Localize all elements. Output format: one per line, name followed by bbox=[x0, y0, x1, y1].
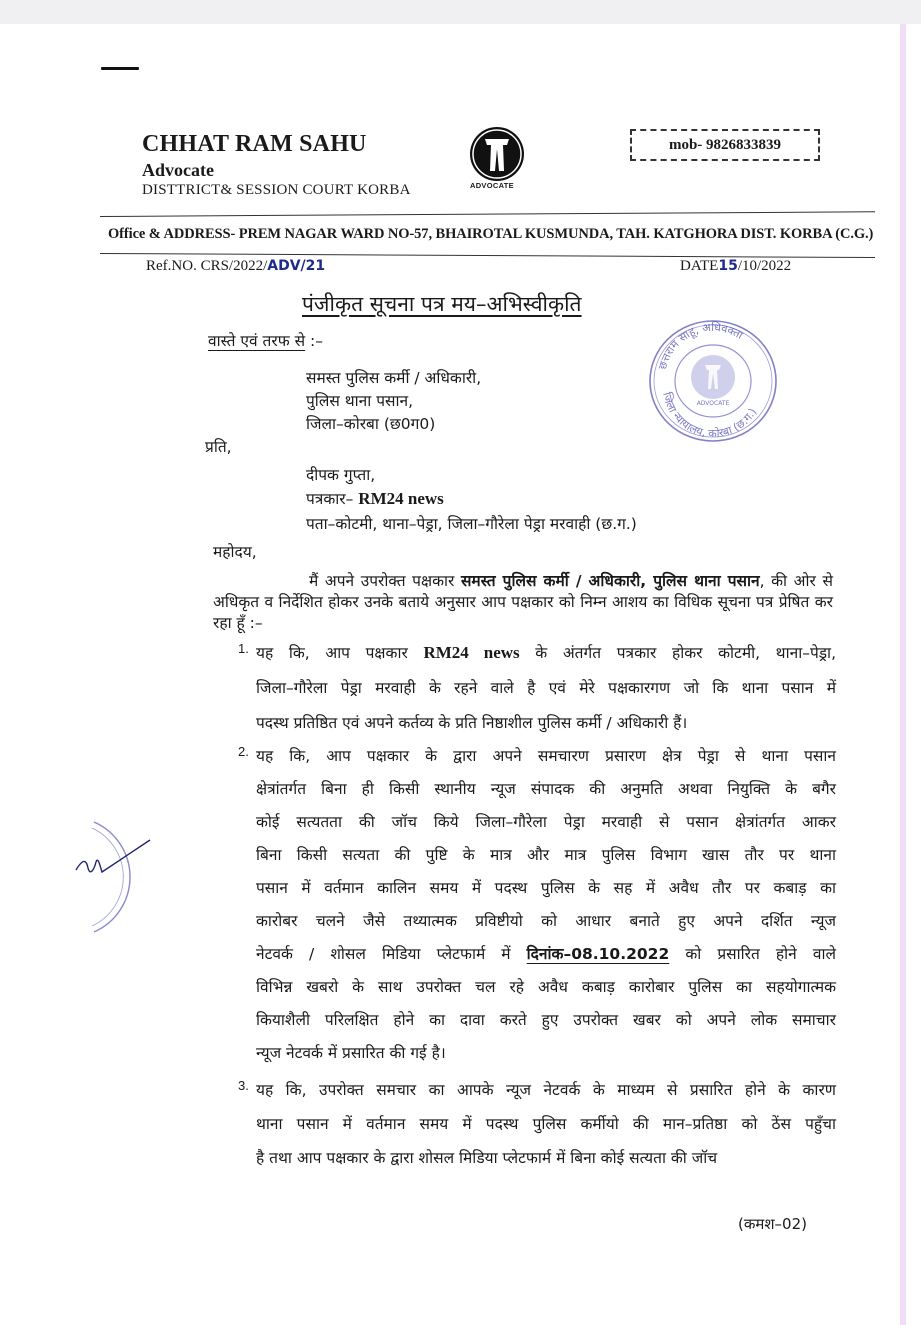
item-line bbox=[256, 641, 836, 663]
to-role-org: RM24 news bbox=[358, 489, 444, 508]
broadcast-date: दिनांक–08.10.2022 bbox=[526, 945, 670, 963]
from-line-2: पुलिस थाना पसान, bbox=[306, 392, 414, 410]
from-line-3: जिला–कोरबा (छ0ग0) bbox=[306, 415, 436, 433]
mobile-number: mob- 9826833839 bbox=[630, 129, 820, 161]
pen-mark bbox=[101, 67, 139, 70]
intro-part-2: , की ओर से अधिकृत व निर्देशित होकर उनके बताये अनुसार आप पक्षकार को निम्न आशय का विधिक सूचना पत्र प्रेषित कर रहा हूँ :– bbox=[213, 572, 833, 632]
line-text: के अंतर्गत पत्रकार होकर कोटमी, थाना–पेड्रा, bbox=[519, 644, 836, 662]
item-line: यह कि, आप पक्षकार के द्वारा अपने समचारण प्रसारण क्षेत्र पेड्रा से थाना पसान bbox=[256, 747, 836, 765]
header-rule-top bbox=[100, 211, 875, 217]
ref-prefix: Ref.NO. CRS/2022/ bbox=[146, 258, 268, 274]
from-label-text: वास्ते एवं तरफ से bbox=[208, 332, 306, 350]
date-suffix: /10/2022 bbox=[737, 258, 792, 274]
advocate-logo-icon bbox=[468, 125, 526, 187]
item-line: विभिन्न खबरो के साथ उपरोक्त चल रहे अवैध कबाड़ कारोबार पुलिस का सहयोगात्मक bbox=[256, 978, 836, 996]
stamp-text-top: छत्तराम साहू, अधिवक्ता bbox=[656, 320, 746, 371]
item-line: है तथा आप पक्षकार के द्वारा शोसल मिडिया प्लेटफार्म में बिना कोई सत्यता की जॉच bbox=[256, 1149, 718, 1167]
item-line: क्षेत्रांतर्गत बिना ही किसी स्थानीय न्यूज संपादक की अनुमति अथवा नियुक्ति के बगैर bbox=[256, 780, 836, 798]
letter-title: पंजीकृत सूचना पत्र मय–अभिस्वीकृति bbox=[302, 292, 582, 316]
from-label-suffix: :– bbox=[305, 332, 323, 350]
advocate-seal-stamp bbox=[643, 317, 783, 447]
item-line: बिना किसी सत्यता की पुष्टि के मात्र और मात्र पुलिस विभाग खास तौर पर थाना bbox=[256, 846, 836, 864]
item-line: कियाशैली परिलक्षित होने का दावा करते हुए उपरोक्त खबर को अपने लोक समाचार bbox=[256, 1011, 836, 1029]
continued-marker: (कमश–02) bbox=[738, 1215, 807, 1233]
item-number: 3. bbox=[238, 1078, 249, 1093]
item-line: न्यूज नेटवर्क में प्रसारित की गई है। bbox=[256, 1044, 446, 1062]
to-name: दीपक गुप्ता, bbox=[306, 466, 376, 484]
item-line: यह कि, उपरोक्त समचार का आपके न्यूज नेटवर्क के माध्यम से प्रसारित होने के कारण bbox=[256, 1081, 836, 1099]
item-number: 2. bbox=[238, 744, 249, 759]
margin-signature-stamp bbox=[72, 810, 152, 940]
ref-handwritten: ADV/21 bbox=[267, 258, 326, 274]
from-label bbox=[208, 329, 323, 351]
court-name: DISTTRICT& SESSION COURT KORBA bbox=[142, 182, 411, 198]
from-line-1: समस्त पुलिस कर्मी / अधिकारी, bbox=[306, 369, 482, 387]
stamp-text-bottom: जिला न्यायालय, कोरबा (छ.ग.) bbox=[660, 390, 760, 441]
line-org: RM24 news bbox=[423, 643, 520, 662]
office-address: Office & ADDRESS- PREM NAGAR WARD NO-57, BHAIROTAL KUSMUNDA, TAH. KATGHORA DIST. KORBA (C.G.) bbox=[108, 226, 874, 242]
item-number: 1. bbox=[238, 641, 249, 656]
to-label: प्रति, bbox=[205, 438, 232, 456]
salutation: महोदय, bbox=[213, 543, 257, 561]
page-edge-strip bbox=[900, 24, 906, 1325]
item-line: कारोबर चलने जैसे तथ्यात्मक प्रविष्टीयो को आधार बनाते हुए अपने दर्शित न्यूज bbox=[256, 912, 836, 930]
stamp-caption: ADVOCATE bbox=[696, 400, 730, 407]
reference-number bbox=[146, 258, 325, 275]
intro-part-1: मैं अपने उपरोक्त पक्षकार bbox=[309, 572, 461, 590]
letter-date bbox=[680, 258, 791, 275]
intro-client: समस्त पुलिस कर्मी / अधिकारी, पुलिस थाना पसान bbox=[460, 572, 760, 590]
item-line: पदस्थ प्रतिष्ठित एवं अपने कर्तव्य के प्रति निष्ठाशील पुलिस कर्मी / अधिकारी हैं। bbox=[256, 714, 688, 732]
to-role-prefix: पत्रकार– bbox=[306, 490, 359, 508]
line-text: नेटवर्क / शोसल मिडिया प्लेटफार्म में bbox=[256, 945, 527, 963]
to-address: पता–कोटमी, थाना–पेड्रा, जिला–गौरेला पेड्रा मरवाही (छ.ग.) bbox=[306, 515, 637, 533]
date-prefix: DATE bbox=[680, 258, 719, 274]
advocate-role: Advocate bbox=[142, 160, 214, 180]
logo-caption: ADVOCATE bbox=[470, 181, 514, 190]
intro-paragraph bbox=[213, 571, 833, 634]
viewer-top-bar bbox=[0, 0, 921, 24]
item-line: जिला–गौरेला पेड्रा मरवाही के रहने वाले है एवं मेरे पक्षकारगण जो कि थाना पसान में bbox=[256, 679, 836, 697]
item-line: थाना पसान में वर्तमान समय में पदस्थ पुलिस कर्मीयो की मान–प्रतिष्ठा को ठेंस पहुँचा bbox=[256, 1115, 836, 1133]
to-role bbox=[306, 487, 444, 509]
date-handwritten-day: 15 bbox=[718, 258, 738, 274]
item-line: पसान में वर्तमान कालिन समय में पदस्थ पुलिस के सह में अवैध तौर पर कबाड़ का bbox=[256, 879, 836, 897]
line-text: को प्रसारित होने वाले bbox=[669, 945, 836, 963]
item-line bbox=[256, 942, 836, 964]
line-text: यह कि, आप पक्षकार bbox=[256, 644, 424, 662]
advocate-name: CHHAT RAM SAHU bbox=[142, 131, 367, 157]
item-line: कोई सत्यतता की जॉच किये जिला–गौरेला पेड्रा मरवाही से पसान क्षेत्रांतर्गत आकर bbox=[256, 813, 836, 831]
